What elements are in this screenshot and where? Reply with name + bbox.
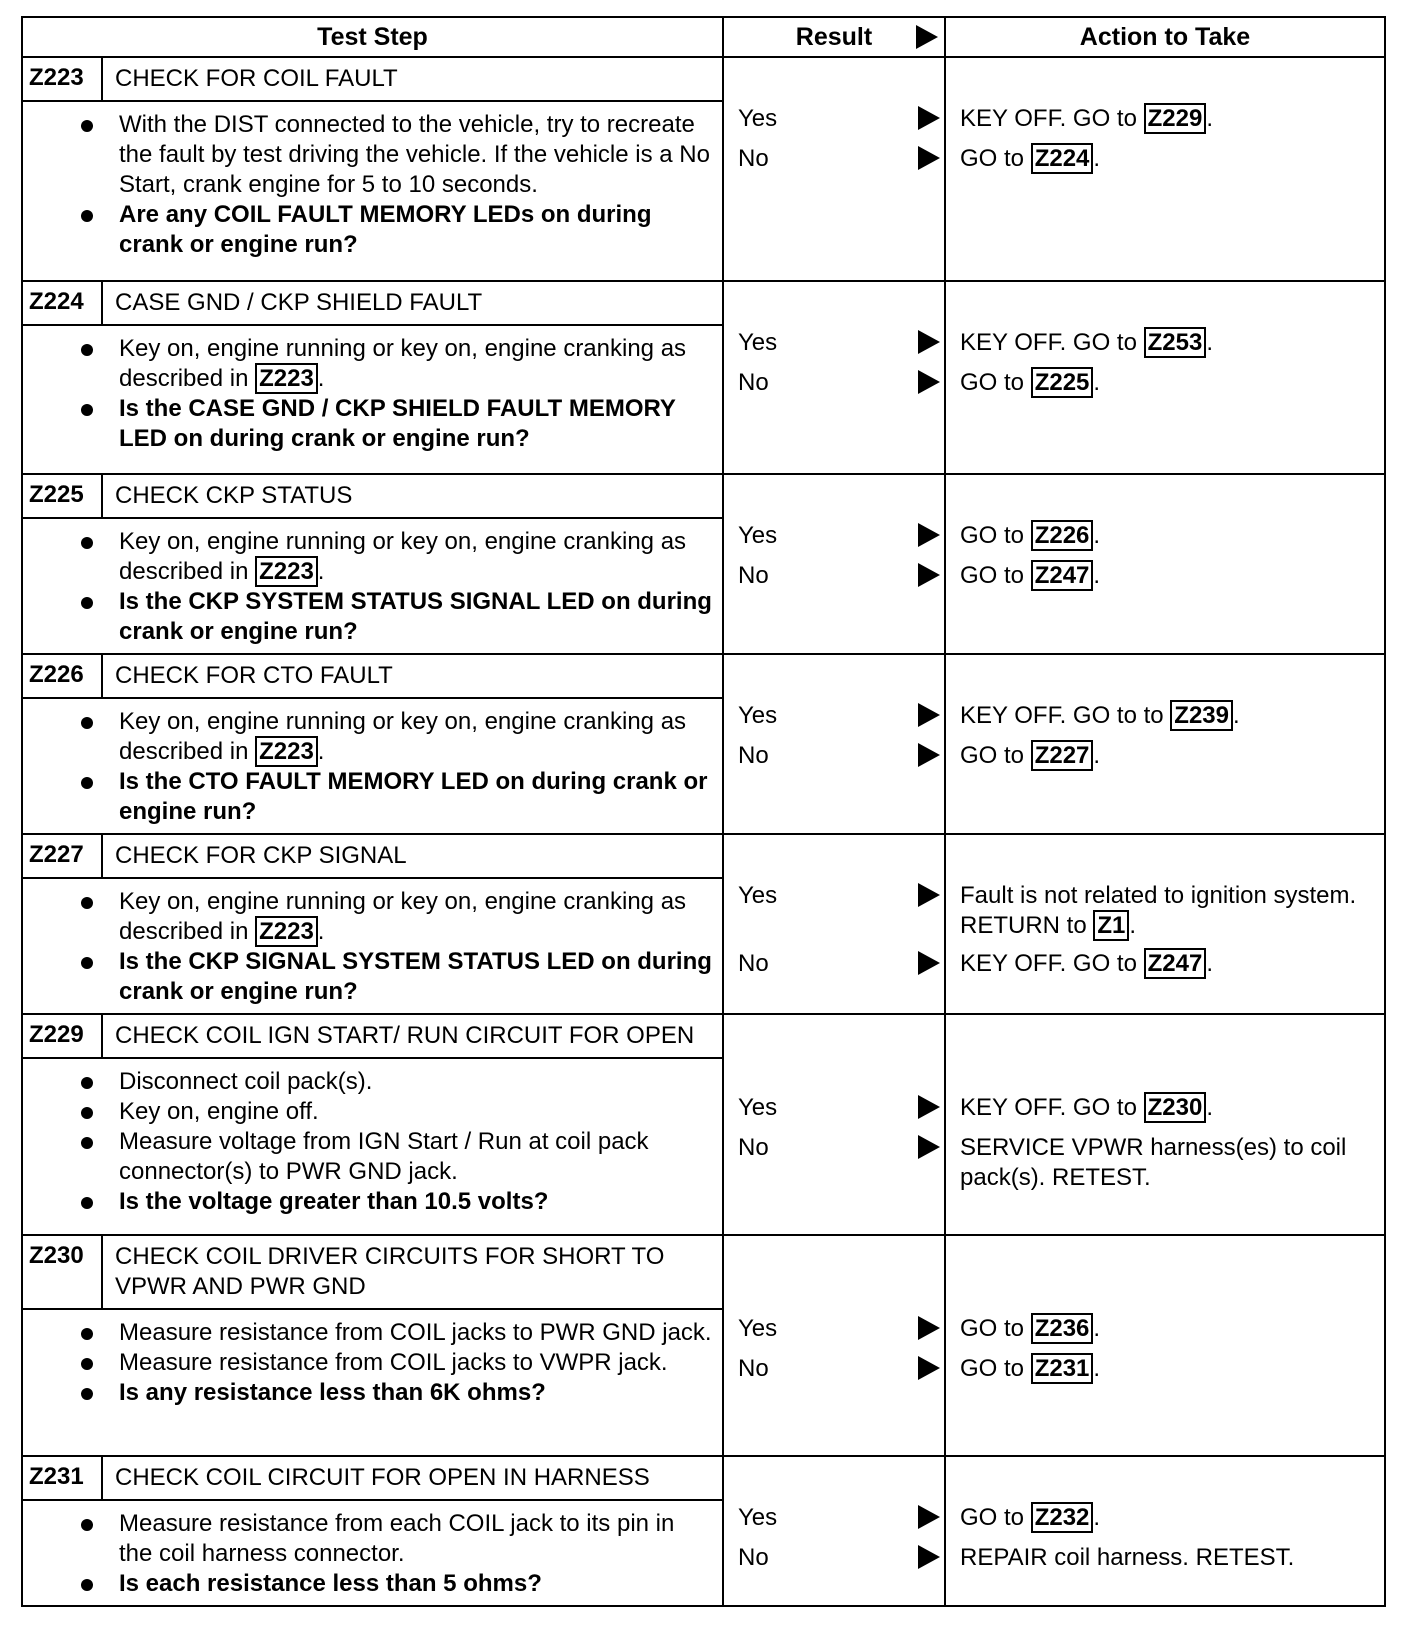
action-yes: GO to Z236 . xyxy=(960,1315,1101,1342)
step-reference-link[interactable]: Z223 xyxy=(255,736,318,767)
result-yes: Yes xyxy=(738,1504,778,1531)
result-cell xyxy=(723,1456,945,1606)
action-cell xyxy=(945,1456,1385,1606)
instruction-item xyxy=(119,1348,712,1378)
action-cell xyxy=(945,474,1385,654)
result-no: No xyxy=(738,950,769,977)
action-no: GO to Z225 . xyxy=(960,369,1101,396)
step-reference-link[interactable]: Z227 xyxy=(1031,740,1094,771)
instruction-text: Measure resistance from COIL jacks to VWPR jack. xyxy=(119,1349,668,1376)
result-no: No xyxy=(738,1355,769,1382)
step-reference-link[interactable]: Z236 xyxy=(1031,1313,1094,1344)
arrow-right-icon xyxy=(918,883,940,907)
instruction-list xyxy=(23,1501,722,1605)
arrow-right-icon xyxy=(918,106,940,130)
instruction-item: Key on, engine running or key on, engine cranking as described in Z223 . xyxy=(119,334,712,394)
arrow-right-icon xyxy=(918,1095,940,1119)
step-title: CHECK COIL CIRCUIT FOR OPEN IN HARNESS xyxy=(115,1464,650,1491)
question-item xyxy=(119,767,712,827)
step-header xyxy=(23,1015,722,1059)
question-item xyxy=(119,1569,712,1599)
instruction-list xyxy=(23,879,722,1013)
instruction-item xyxy=(119,1509,712,1569)
diagnostic-table xyxy=(21,16,1386,1607)
step-row-z226 xyxy=(22,654,1385,834)
step-header xyxy=(23,655,722,699)
step-title: CHECK CKP STATUS xyxy=(115,482,353,509)
instruction-text: Key on, engine running or key on, engine cranking as described in xyxy=(119,528,687,585)
instruction-list xyxy=(23,1059,722,1223)
test-step-cell xyxy=(22,474,723,654)
step-header xyxy=(23,1457,722,1501)
result-cell xyxy=(723,474,945,654)
question-item xyxy=(119,587,712,647)
question-text: Is each resistance less than 5 ohms? xyxy=(119,1570,542,1597)
result-yes: Yes xyxy=(738,882,778,909)
instruction-item xyxy=(119,1067,712,1097)
result-cell xyxy=(723,281,945,474)
result-no: No xyxy=(738,742,769,769)
result-yes: Yes xyxy=(738,329,778,356)
result-yes: Yes xyxy=(738,105,778,132)
header-action: Action to Take xyxy=(945,17,1385,57)
action-text: GO to xyxy=(960,522,1025,549)
question-text: Is the CTO FAULT MEMORY LED on during crank or engine run? xyxy=(119,768,708,825)
step-reference-link[interactable]: Z232 xyxy=(1031,1502,1094,1533)
action-text: GO to xyxy=(960,145,1025,172)
step-reference-link[interactable]: Z247 xyxy=(1144,948,1207,979)
instruction-text: Key on, engine off. xyxy=(119,1098,319,1125)
action-text: KEY OFF. GO to xyxy=(960,950,1137,977)
step-reference-link[interactable]: Z231 xyxy=(1031,1353,1094,1384)
step-header xyxy=(23,1236,722,1310)
action-yes: KEY OFF. GO to Z229 . xyxy=(960,105,1213,132)
question-item xyxy=(119,1187,712,1217)
step-id: Z225 xyxy=(23,475,103,517)
arrow-right-icon xyxy=(918,743,940,767)
instruction-text: With the DIST connected to the vehicle, try to recreate the fault by test driving the vehicle. If the vehicle is a No Start, crank engine for 5 to 10 seconds. xyxy=(119,111,710,198)
step-reference-link[interactable]: Z1 xyxy=(1093,910,1129,941)
action-text: GO to xyxy=(960,1315,1025,1342)
instruction-item xyxy=(119,1127,712,1187)
result-cell xyxy=(723,1235,945,1456)
action-yes: GO to Z232 . xyxy=(960,1504,1101,1531)
result-no: No xyxy=(738,145,769,172)
arrow-right-icon xyxy=(918,703,940,727)
action-text: GO to xyxy=(960,562,1025,589)
instruction-text: Key on, engine running or key on, engine cranking as described in xyxy=(119,335,687,392)
step-id: Z223 xyxy=(23,58,103,100)
step-reference-link[interactable]: Z226 xyxy=(1031,520,1094,551)
header-result xyxy=(723,17,945,57)
instruction-text: Disconnect coil pack(s). xyxy=(119,1068,373,1095)
result-yes: Yes xyxy=(738,1315,778,1342)
step-reference-link[interactable]: Z230 xyxy=(1144,1092,1207,1123)
action-cell xyxy=(945,654,1385,834)
question-text: Is the voltage greater than 10.5 volts? xyxy=(119,1188,549,1215)
step-title: CHECK FOR COIL FAULT xyxy=(115,65,398,92)
question-item xyxy=(119,1378,712,1408)
step-title: CASE GND / CKP SHIELD FAULT xyxy=(115,289,483,316)
step-id: Z224 xyxy=(23,282,103,324)
question-text: Are any COIL FAULT MEMORY LEDs on during crank or engine run? xyxy=(119,201,652,258)
instruction-text: Key on, engine running or key on, engine cranking as described in xyxy=(119,888,687,945)
step-row-z227 xyxy=(22,834,1385,1014)
arrow-right-icon xyxy=(918,1505,940,1529)
step-row-z230 xyxy=(22,1235,1385,1456)
result-yes: Yes xyxy=(738,1094,778,1121)
arrow-right-icon xyxy=(918,370,940,394)
step-id: Z230 xyxy=(23,1236,103,1308)
instruction-item xyxy=(119,1318,712,1348)
step-header xyxy=(23,58,722,102)
step-title: CHECK COIL IGN START/ RUN CIRCUIT FOR OPEN xyxy=(115,1022,695,1049)
step-row-z231 xyxy=(22,1456,1385,1606)
step-row-z229 xyxy=(22,1014,1385,1235)
question-item xyxy=(119,947,712,1007)
arrow-right-icon xyxy=(918,1356,940,1380)
question-text: Is any resistance less than 6K ohms? xyxy=(119,1379,546,1406)
instruction-list xyxy=(23,1310,722,1414)
action-cell xyxy=(945,57,1385,281)
step-row-z223 xyxy=(22,57,1385,281)
step-reference-link[interactable]: Z247 xyxy=(1031,560,1094,591)
arrow-right-icon xyxy=(918,1135,940,1159)
instruction-text: Measure voltage from IGN Start / Run at coil pack connector(s) to PWR GND jack. xyxy=(119,1128,649,1185)
step-id: Z231 xyxy=(23,1457,103,1499)
action-text: KEY OFF. GO to xyxy=(960,105,1137,132)
step-header xyxy=(23,835,722,879)
question-item xyxy=(119,394,712,454)
test-step-cell xyxy=(22,834,723,1014)
action-text: GO to xyxy=(960,1504,1025,1531)
step-title: CHECK FOR CTO FAULT xyxy=(115,662,393,689)
header-test-step: Test Step xyxy=(22,17,723,57)
step-reference-link[interactable]: Z223 xyxy=(255,556,318,587)
test-step-cell xyxy=(22,57,723,281)
result-yes: Yes xyxy=(738,522,778,549)
action-text: GO to xyxy=(960,742,1025,769)
action-cell xyxy=(945,281,1385,474)
step-id: Z226 xyxy=(23,655,103,697)
action-text: KEY OFF. GO to to xyxy=(960,702,1164,729)
arrow-right-icon xyxy=(918,563,940,587)
test-step-cell xyxy=(22,281,723,474)
step-id: Z227 xyxy=(23,835,103,877)
result-no: No xyxy=(738,369,769,396)
action-cell xyxy=(945,834,1385,1014)
result-yes: Yes xyxy=(738,702,778,729)
step-reference-link[interactable]: Z239 xyxy=(1170,700,1233,731)
result-cell xyxy=(723,834,945,1014)
header-result-label: Result xyxy=(795,22,873,51)
step-title: CHECK FOR CKP SIGNAL xyxy=(115,842,407,869)
step-reference-link[interactable]: Z223 xyxy=(255,916,318,947)
result-cell xyxy=(723,57,945,281)
result-no: No xyxy=(738,1134,769,1161)
question-text: Is the CKP SIGNAL SYSTEM STATUS LED on during crank or engine run? xyxy=(119,948,712,1005)
action-yes: GO to Z226 . xyxy=(960,522,1101,549)
action-text: REPAIR coil harness. RETEST. xyxy=(960,1544,1295,1571)
step-reference-link[interactable]: Z224 xyxy=(1031,143,1094,174)
instruction-item: Key on, engine running or key on, engine cranking as described in Z223 . xyxy=(119,527,712,587)
action-yes: KEY OFF. GO to to Z239 . xyxy=(960,702,1240,729)
action-no: GO to Z224 . xyxy=(960,145,1101,172)
action-cell xyxy=(945,1014,1385,1235)
action-no: GO to Z227 . xyxy=(960,742,1101,769)
step-header xyxy=(23,475,722,519)
action-text: GO to xyxy=(960,369,1025,396)
action-yes: KEY OFF. GO to Z253 . xyxy=(960,329,1213,356)
instruction-text: Measure resistance from each COIL jack to its pin in the coil harness connector. xyxy=(119,1510,675,1567)
arrow-right-icon xyxy=(918,1316,940,1340)
instruction-list xyxy=(23,326,722,460)
action-yes: KEY OFF. GO to Z230 . xyxy=(960,1094,1213,1121)
result-no: No xyxy=(738,562,769,589)
action-no: KEY OFF. GO to Z247 . xyxy=(960,950,1213,977)
instruction-list xyxy=(23,519,722,653)
step-reference-link[interactable]: Z225 xyxy=(1031,367,1094,398)
arrow-right-icon xyxy=(918,523,940,547)
action-cell xyxy=(945,1235,1385,1456)
test-step-cell xyxy=(22,1235,723,1456)
step-reference-link[interactable]: Z223 xyxy=(255,363,318,394)
result-cell xyxy=(723,654,945,834)
instruction-list xyxy=(23,102,722,266)
action-text: KEY OFF. GO to xyxy=(960,329,1137,356)
step-reference-link[interactable]: Z229 xyxy=(1144,103,1207,134)
action-text: SERVICE VPWR harness(es) to coil pack(s). RETEST. xyxy=(960,1134,1347,1191)
action-text: KEY OFF. GO to xyxy=(960,1094,1137,1121)
instruction-text: Measure resistance from COIL jacks to PWR GND jack. xyxy=(119,1319,712,1346)
question-text: Is the CASE GND / CKP SHIELD FAULT MEMORY LED on during crank or engine run? xyxy=(119,395,676,452)
instruction-item: Key on, engine running or key on, engine cranking as described in Z223 . xyxy=(119,887,712,947)
arrow-right-icon xyxy=(918,146,940,170)
test-step-cell xyxy=(22,654,723,834)
header-row xyxy=(22,17,1385,57)
test-step-cell xyxy=(22,1014,723,1235)
step-row-z224 xyxy=(22,281,1385,474)
instruction-item: Key on, engine running or key on, engine cranking as described in Z223 . xyxy=(119,707,712,767)
action-no: GO to Z247 . xyxy=(960,562,1101,589)
question-text: Is the CKP SYSTEM STATUS SIGNAL LED on during crank or engine run? xyxy=(119,588,712,645)
instruction-item xyxy=(119,1097,712,1127)
instruction-list xyxy=(23,699,722,833)
arrow-right-icon xyxy=(918,1545,940,1569)
step-row-z225 xyxy=(22,474,1385,654)
action-text: GO to xyxy=(960,1355,1025,1382)
result-no: No xyxy=(738,1544,769,1571)
instruction-text: Key on, engine running or key on, engine cranking as described in xyxy=(119,708,687,765)
arrow-right-icon xyxy=(918,951,940,975)
step-title: CHECK COIL DRIVER CIRCUITS FOR SHORT TO VPWR AND PWR GND xyxy=(115,1243,665,1300)
step-id: Z229 xyxy=(23,1015,103,1057)
action-text: Fault is not related to ignition system. RETURN to xyxy=(960,882,1357,939)
step-header xyxy=(23,282,722,326)
question-item xyxy=(119,200,712,260)
test-step-cell xyxy=(22,1456,723,1606)
instruction-item xyxy=(119,110,712,200)
action-yes: Fault is not related to ignition system. RETURN to Z1 . xyxy=(960,882,1357,939)
diagnostic-table-page xyxy=(21,16,1384,1607)
step-reference-link[interactable]: Z253 xyxy=(1144,327,1207,358)
arrow-right-icon xyxy=(916,25,938,49)
arrow-right-icon xyxy=(918,330,940,354)
action-no: GO to Z231 . xyxy=(960,1355,1101,1382)
action-no xyxy=(960,1543,1378,1573)
result-cell xyxy=(723,1014,945,1235)
action-no xyxy=(960,1133,1378,1193)
